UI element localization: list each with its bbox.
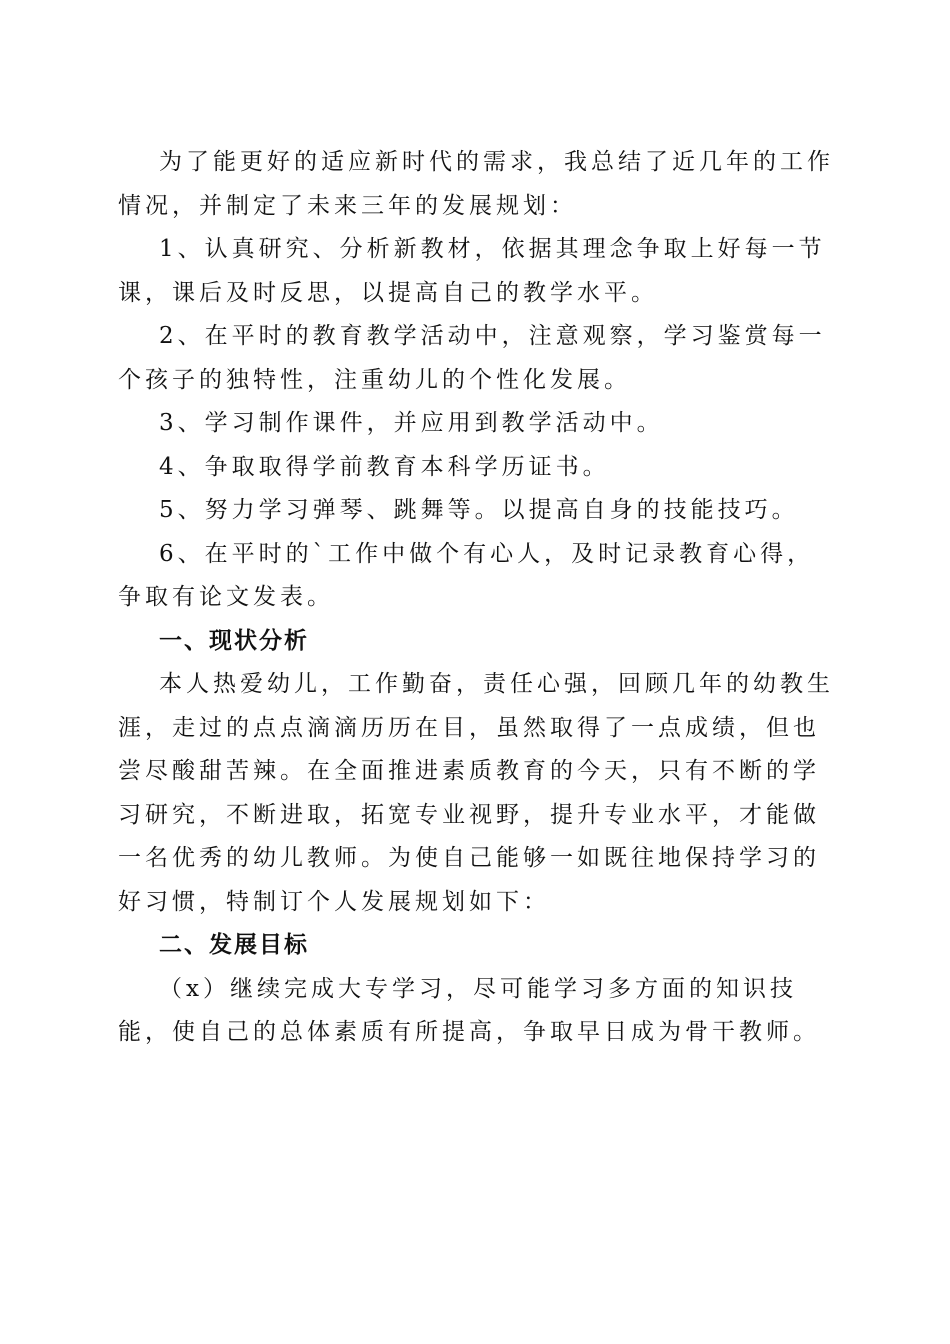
plan-item-1: 1、认真研究、分析新教材，依据其理念争取上好每一节课，课后及时反思，以提高自己的教学水平。 xyxy=(118,236,826,306)
status-analysis-paragraph: 本人热爱幼儿，工作勤奋，责任心强，回顾几年的幼教生涯，走过的点点滴滴历历在目，虽然取得了一点成绩，但也尝尽酸甜苦辣。在全面推进素质教育的今天，只有不断的学习研究，不断进取，拓宽专业视野，提升专业水平，才能做一名优秀的幼儿教师。为使自己能够一如既往地保持学习的好习惯，特制订个人发展规划如下： xyxy=(118,671,834,915)
plan-item-4: 4、争取取得学前教育本科学历证书。 xyxy=(159,453,610,480)
plan-item-3: 3、学习制作课件，并应用到教学活动中。 xyxy=(159,410,664,436)
section-heading-development-goals: 二、发展目标 xyxy=(159,932,309,958)
plan-item-6: 6、在平时的`工作中做个有心人，及时记录教育心得，争取有论文发表。 xyxy=(118,540,815,610)
plan-item-5: 5、努力学习弹琴、跳舞等。以提高自身的技能技巧。 xyxy=(159,497,799,523)
section-heading-status-analysis: 一、现状分析 xyxy=(159,627,309,654)
development-goals-paragraph: （x）继续完成大专学习，尽可能学习多方面的知识技能，使自己的总体素质有所提高，争取早日成为骨干教师。 xyxy=(118,975,820,1045)
document-body xyxy=(118,141,838,1055)
plan-item-2: 2、在平时的教育教学活动中，注意观察，学习鉴赏每一个孩子的独特性，注重幼儿的个性化发展。 xyxy=(118,323,826,393)
intro-paragraph: 为了能更好的适应新时代的需求，我总结了近几年的工作情况，并制定了未来三年的发展规划： xyxy=(118,149,834,219)
